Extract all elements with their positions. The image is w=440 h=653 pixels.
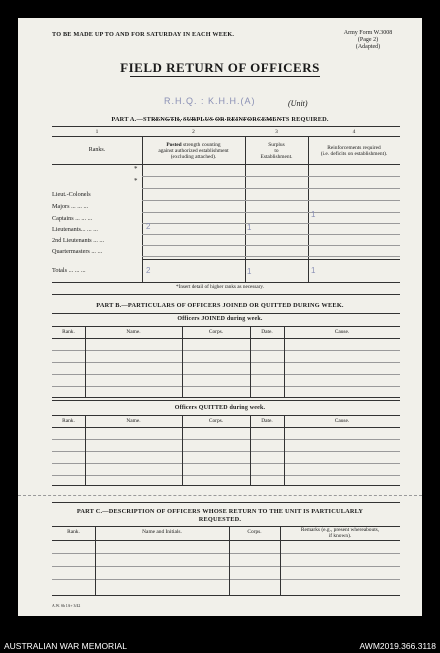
col-num-rule [52, 136, 400, 137]
joined-col-cause: Cause. [334, 329, 350, 335]
part-c-vline-1 [95, 526, 96, 595]
joined-title: Officers JOINED during week. [177, 316, 263, 322]
part-a-footnote-rule [52, 294, 400, 295]
part-a-vline-3 [308, 136, 309, 282]
form-page [18, 18, 422, 616]
part-a-title: PART A.—STRENGTH, SURPLUS OR REINFORCEMENTS REQUIRED. [111, 116, 329, 123]
quitted-vline-4 [284, 415, 285, 485]
part-c-vline-3 [280, 526, 281, 595]
joined-vline-3 [250, 326, 251, 397]
instruction-text: TO BE MADE UP TO AND FOR SATURDAY IN EACH WEEK. [52, 31, 235, 38]
hand-lieutenants-surplus: 1 [247, 223, 252, 232]
col-head-rule [52, 164, 400, 165]
quitted-top-rule [52, 400, 400, 401]
remarks-line1: Remarks (e.g., present whereabouts, [300, 527, 380, 533]
joined-col-name: Name. [126, 329, 141, 335]
joined-vline-4 [284, 326, 285, 397]
surplus-line3: Establishment. [260, 154, 293, 160]
joined-vline-1 [85, 326, 86, 397]
quitted-row-rule-4 [52, 475, 400, 476]
rank-row-2: Captains ... ... ... [52, 215, 93, 222]
posted-line3: (excluding attached). [170, 154, 217, 160]
row-rule-6 [142, 256, 400, 257]
joined-row-rule-1 [52, 350, 400, 351]
fold-line [18, 495, 422, 496]
posted-bold: Posted [166, 142, 182, 148]
part-c-head-rule [52, 540, 400, 541]
part-c-col-remarks [280, 527, 400, 539]
col-head-posted [142, 142, 245, 160]
part-a-bottom-rule [52, 282, 400, 283]
rank-row-3: Lieutenants... ... ... [52, 226, 98, 233]
part-c-row-rule-2 [52, 566, 400, 567]
star-mark-1: * [134, 165, 138, 173]
row-rule-3 [142, 223, 400, 224]
hand-totals-reinf: 1 [311, 266, 316, 275]
part-a-top-rule [52, 126, 400, 127]
joined-title-rule [52, 326, 400, 327]
row-rule-5 [142, 245, 400, 246]
row-rule-4 [142, 234, 400, 235]
totals-top-rule [142, 259, 400, 260]
title-underline [130, 76, 320, 77]
unit-handwritten: R.H.Q. : K.H.H.(A) [164, 96, 256, 106]
surplus-line1: Surplus [268, 142, 285, 148]
col-num-2: 2 [192, 129, 195, 135]
quitted-title-rule [52, 415, 400, 416]
joined-col-corps: Corps. [208, 329, 224, 335]
row-rule-star1 [142, 176, 400, 177]
col-head-ranks: Ranks. [88, 147, 106, 153]
quitted-row-rule-3 [52, 463, 400, 464]
joined-row-rule-3 [52, 374, 400, 375]
quitted-col-cause: Cause. [334, 418, 350, 424]
quitted-title: Officers QUITTED during week. [174, 405, 266, 411]
credit-institution: AUSTRALIAN WAR MEMORIAL [4, 641, 127, 651]
part-c-col-corps: Corps. [247, 529, 262, 535]
joined-row-rule-4 [52, 386, 400, 387]
footer-print-code: A.W. Sh 1A+ 3/42 [52, 604, 81, 608]
part-c-row-rule-3 [52, 579, 400, 580]
part-a-vline-2 [245, 136, 246, 282]
joined-row-rule-2 [52, 362, 400, 363]
part-c-col-rank: Rank. [67, 529, 80, 535]
form-page: (Page 2) [357, 37, 379, 43]
rank-row-4: 2nd Lieutenants ... ... [52, 237, 105, 244]
part-b-top-rule [52, 313, 400, 314]
part-c-col-name: Name and Initials. [142, 529, 182, 535]
part-b-title: PART B.—PARTICULARS OF OFFICERS JOINED OR QUITTED DURING WEEK. [96, 302, 344, 309]
joined-col-date: Date. [261, 329, 273, 335]
reinf-line1: Reinforcements required [327, 145, 381, 151]
hand-totals-surplus: 1 [247, 267, 252, 276]
col-head-surplus [245, 142, 308, 160]
posted-line2: against authorized establishment [158, 148, 229, 154]
hand-captains-reinf: 1 [311, 210, 316, 219]
joined-col-rank: Rank. [62, 329, 75, 335]
row-rule-1 [142, 200, 400, 201]
quitted-bottom-rule [52, 485, 400, 486]
part-c-vline-2 [229, 526, 230, 595]
joined-vline-2 [182, 326, 183, 397]
part-c-bottom-rule [52, 595, 400, 596]
rank-row-5: Quartermasters ... ... [52, 248, 103, 255]
quitted-col-corps: Corps. [208, 418, 224, 424]
part-c-title-1: PART C.—DESCRIPTION OF OFFICERS WHOSE RETURN TO THE UNIT IS PARTICULARLY [76, 508, 364, 515]
col-num-1: 1 [95, 129, 99, 135]
quitted-col-name: Name. [126, 418, 141, 424]
part-c-top-rule [52, 502, 400, 503]
col-num-4: 4 [352, 129, 356, 135]
remarks-line2: if known). [328, 533, 352, 539]
rank-row-0: Lieut.-Colonels [52, 191, 91, 198]
row-rule-star2 [142, 188, 400, 189]
posted-line1: strength counting [183, 142, 221, 148]
unit-label: (Unit) [288, 99, 308, 108]
surplus-line2: to [274, 148, 279, 154]
form-adapted: (Adapted) [355, 44, 381, 50]
credit-accession: AWM2019.366.3118 [359, 641, 436, 651]
quitted-vline-2 [182, 415, 183, 485]
page-title: FIELD RETURN OF OFFICERS [120, 60, 320, 75]
totals-label: Totals ... ... ... [52, 267, 86, 274]
col-head-reinforcements [308, 145, 400, 157]
quitted-vline-1 [85, 415, 86, 485]
reinf-line2: (i.e. deficits on establishment). [320, 151, 388, 157]
row-rule-2 [142, 212, 400, 213]
joined-bottom-rule [52, 397, 400, 398]
part-c-title-2: REQUESTED. [198, 516, 242, 523]
joined-head-rule [52, 338, 400, 339]
part-a-footnote: *Insert detail of higher ranks as necessary. [176, 284, 264, 290]
rank-row-1: Majors ... ... ... [52, 203, 89, 210]
part-c-row-rule-1 [52, 553, 400, 554]
star-mark-2: * [134, 177, 138, 185]
col-num-3: 3 [275, 129, 278, 135]
quitted-col-rank: Rank. [62, 418, 75, 424]
quitted-col-date: Date. [261, 418, 273, 424]
quitted-row-rule-2 [52, 451, 400, 452]
hand-lieutenants-posted: 2 [146, 222, 151, 231]
quitted-vline-3 [250, 415, 251, 485]
quitted-row-rule-1 [52, 439, 400, 440]
form-number: Army Form W.3008 [343, 30, 393, 36]
quitted-head-rule [52, 427, 400, 428]
form-number-block [328, 30, 408, 51]
hand-totals-posted: 2 [146, 266, 151, 275]
